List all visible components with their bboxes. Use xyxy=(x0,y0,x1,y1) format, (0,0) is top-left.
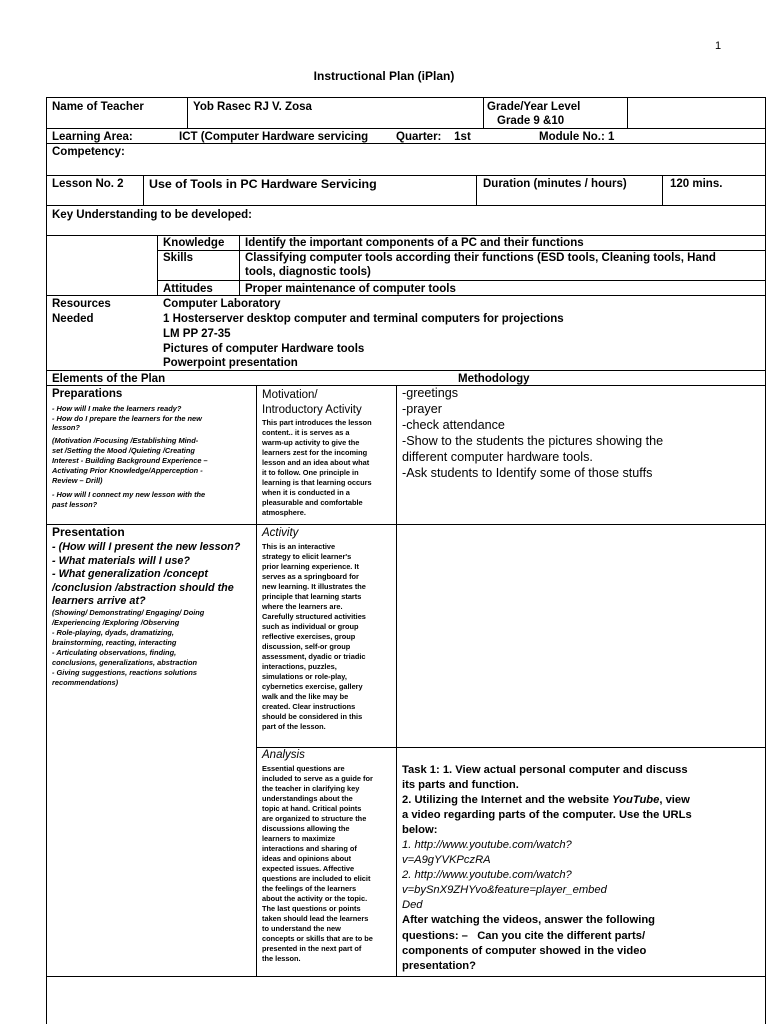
presentation-question: learners arrive at? xyxy=(52,595,146,607)
row-line xyxy=(46,976,766,977)
analysis-heading: Analysis xyxy=(262,749,305,761)
activity-line: simulations or role-play, xyxy=(262,672,347,681)
presentation-heading: Presentation xyxy=(52,525,125,539)
activity-line: principle that learning starts xyxy=(262,592,362,601)
presentation-question: - What materials will I use? xyxy=(52,555,190,567)
grade-value: Grade 9 &10 xyxy=(497,115,565,127)
activity-heading: Activity xyxy=(262,527,299,539)
activity-line: part of the lesson. xyxy=(262,722,326,731)
activity-line: discussion, self-or group xyxy=(262,642,351,651)
preparations-line: (Motivation /Focusing /Establishing Mind- xyxy=(52,436,199,445)
preparations-line: past lesson? xyxy=(52,500,98,509)
analysis-line: included to serve as a guide for xyxy=(262,774,373,783)
teacher-name-value: Yob Rasec RJ V. Zosa xyxy=(193,101,312,113)
task-question-line: After watching the videos, answer the following xyxy=(402,914,655,926)
analysis-line: are organized to structure the xyxy=(262,814,367,823)
table-border-top xyxy=(46,97,766,98)
resources-label-2: Needed xyxy=(52,313,94,325)
motivation-description-line: learning is that learning occurs xyxy=(262,478,372,487)
col-line xyxy=(476,175,477,205)
activity-line: strategy to elicit learner's xyxy=(262,552,352,561)
preparations-line: Review – Drill) xyxy=(52,476,103,485)
task-line: its parts and function. xyxy=(402,779,519,791)
preparations-heading: Preparations xyxy=(52,388,123,400)
preparations-line: Interest - Building Background Experience – xyxy=(52,456,208,465)
activity-line: cybernetics exercise, gallery xyxy=(262,682,363,691)
analysis-line: interactions and sharing of xyxy=(262,844,357,853)
attitudes-value: Proper maintenance of computer tools xyxy=(245,283,456,295)
activity-line: reflective exercises, group xyxy=(262,632,356,641)
motivation-heading: Motivation/ xyxy=(262,389,318,401)
presentation-note: conclusions, generalizations, abstraction xyxy=(52,658,197,667)
motivation-description-line: learners zest for the incoming xyxy=(262,448,368,457)
presentation-question: - What generalization /concept xyxy=(52,568,208,580)
presentation-question: /conclusion /abstraction should the xyxy=(52,582,234,594)
document-title: Instructional Plan (iPlan) xyxy=(313,69,455,83)
analysis-line: discussions allowing the xyxy=(262,824,350,833)
col-line xyxy=(239,235,240,295)
analysis-line: taken should lead the learners xyxy=(262,914,369,923)
knowledge-value: Identify the important components of a PC and their functions xyxy=(245,237,584,249)
presentation-question: - (How will I present the new lesson? xyxy=(52,541,241,553)
analysis-line: The last questions or points xyxy=(262,904,361,913)
activity-line: walk and the like may be xyxy=(262,692,349,701)
preparations-line: - How do I prepare the learners for the new xyxy=(52,414,202,423)
module-label: Module No.: 1 xyxy=(539,131,615,143)
activity-line: new learning. It illustrates the xyxy=(262,582,366,591)
row-line xyxy=(157,280,766,281)
col-line xyxy=(396,385,397,976)
col-line xyxy=(256,385,257,976)
row-line xyxy=(256,747,766,748)
motivation-description-line: content.. it is serves as a xyxy=(262,428,350,437)
analysis-line: ideas and opinions about xyxy=(262,854,352,863)
video-url-link[interactable]: Ded xyxy=(402,899,423,911)
competency-label: Competency: xyxy=(52,146,125,158)
row-line xyxy=(46,205,766,206)
presentation-note: brainstorming, reacting, interacting xyxy=(52,638,177,647)
task-line: 2. Utilizing the Internet and the website YouTube, view xyxy=(402,794,690,806)
teacher-name-label: Name of Teacher xyxy=(52,101,144,113)
skills-label: Skills xyxy=(163,252,194,264)
row-line xyxy=(46,128,766,129)
task-line: below: xyxy=(402,824,438,836)
preparations-line: set /Setting the Mood /Quieting /Creating xyxy=(52,446,195,455)
presentation-note: - Giving suggestions, reactions solutions xyxy=(52,668,197,677)
presentation-note: - Articulating observations, finding, xyxy=(52,648,177,657)
activity-line: should be considered in this xyxy=(262,712,363,721)
resources-label: Resources xyxy=(52,298,111,310)
video-url-link[interactable]: 2. http://www.youtube.com/watch? xyxy=(402,869,572,881)
analysis-line: topic at hand. Critical points xyxy=(262,804,362,813)
preparations-line: - How will I make the learners ready? xyxy=(52,404,182,413)
motivation-description-line: when it is conducted in a xyxy=(262,488,350,497)
presentation-note: (Showing/ Demonstrating/ Engaging/ Doing xyxy=(52,608,205,617)
video-url-link[interactable]: v=bySnX9ZHYvo&feature=player_embed xyxy=(402,884,607,896)
task-question-line: presentation? xyxy=(402,960,476,972)
lesson-title: Use of Tools in PC Hardware Servicing xyxy=(149,177,377,191)
motivation-heading-2: Introductory Activity xyxy=(262,404,362,416)
resource-item: LM PP 27-35 xyxy=(163,328,231,340)
activity-line: prior learning experience. It xyxy=(262,562,359,571)
analysis-line: Essential questions are xyxy=(262,764,345,773)
activity-line: interactions, puzzles, xyxy=(262,662,337,671)
resource-item: Powerpoint presentation xyxy=(163,357,298,369)
table-border-left xyxy=(46,97,47,1024)
col-line xyxy=(157,235,158,295)
video-url-link[interactable]: v=A9gYVKPczRA xyxy=(402,854,491,866)
video-url-link[interactable]: 1. http://www.youtube.com/watch? xyxy=(402,839,572,851)
learning-area-value: ICT (Computer Hardware servicing xyxy=(179,131,369,143)
activity-line: where the learners are. xyxy=(262,602,343,611)
activity-line: serves as a springboard for xyxy=(262,572,359,581)
motivation-description-line: lesson and an idea about what xyxy=(262,458,370,467)
motivation-step: -prayer xyxy=(402,402,442,416)
skills-value-line-2: tools, diagnostic tools) xyxy=(245,266,371,278)
analysis-line: concepts or skills that are to be xyxy=(262,934,373,943)
elements-label: Elements of the Plan xyxy=(52,373,166,385)
table-border-right xyxy=(765,97,766,1024)
skills-value-line-1: Classifying computer tools according their functions (ESD tools, Cleaning tools, Hand xyxy=(245,252,716,264)
attitudes-label: Attitudes xyxy=(163,283,213,295)
page-number: 1 xyxy=(715,40,722,52)
activity-line: created. Clear instructions xyxy=(262,702,356,711)
analysis-line: presented in the next part of xyxy=(262,944,362,953)
col-line xyxy=(627,97,628,128)
duration-value: 120 mins. xyxy=(670,178,723,190)
row-line xyxy=(46,175,766,176)
col-line xyxy=(143,175,144,205)
analysis-line: to understand the new xyxy=(262,924,341,933)
activity-line: This is an interactive xyxy=(262,542,336,551)
motivation-description-line: atmosphere. xyxy=(262,508,306,517)
task-line: a video regarding parts of the computer. Use the URLs xyxy=(402,809,692,821)
analysis-line: about the activity or the topic. xyxy=(262,894,368,903)
motivation-description-line: This part introduces the lesson xyxy=(262,418,372,427)
learning-area-label: Learning Area: xyxy=(52,131,133,143)
activity-line: assessment, dyadic or triadic xyxy=(262,652,366,661)
motivation-step: -check attendance xyxy=(402,418,505,432)
row-line xyxy=(46,524,766,525)
task-question-line: questions: – Can you cite the different parts/ xyxy=(402,930,646,942)
motivation-description-line: pleasurable and comfortable xyxy=(262,498,363,507)
lesson-label: Lesson No. 2 xyxy=(52,178,124,190)
motivation-step: -Show to the students the pictures showing the xyxy=(402,434,664,448)
youtube-name: YouTube xyxy=(612,794,660,806)
motivation-step: -Ask students to Identify some of those stuffs xyxy=(402,466,653,480)
grade-label: Grade/Year Level xyxy=(487,101,581,113)
methodology-label: Methodology xyxy=(458,373,530,385)
task-question-line: components of computer showed in the video xyxy=(402,945,647,957)
motivation-description-line: it to follow. One principle in xyxy=(262,468,359,477)
col-line xyxy=(483,97,484,128)
preparations-line: Activating Prior Knowledge/Apperception - xyxy=(52,466,203,475)
resource-item: Computer Laboratory xyxy=(163,298,281,310)
presentation-note: - Role-playing, dyads, dramatizing, xyxy=(52,628,174,637)
analysis-line: understandings about the xyxy=(262,794,353,803)
resource-item: 1 Hosterserver desktop computer and terminal computers for projections xyxy=(163,313,564,325)
analysis-line: the lesson. xyxy=(262,954,301,963)
analysis-line: the teacher in clarifying key xyxy=(262,784,360,793)
activity-line: Carefully structured activities xyxy=(262,612,366,621)
quarter-label: Quarter: 1st xyxy=(396,131,471,143)
analysis-line: learners to maximize xyxy=(262,834,336,843)
row-line xyxy=(46,370,766,371)
resource-item: Pictures of computer Hardware tools xyxy=(163,343,365,355)
task-line: Task 1: 1. View actual personal computer and discuss xyxy=(402,764,688,776)
activity-line: such as individual or group xyxy=(262,622,359,631)
presentation-note: recommendations) xyxy=(52,678,119,687)
col-line xyxy=(662,175,663,205)
analysis-line: expected issues. Affective xyxy=(262,864,355,873)
motivation-step: -greetings xyxy=(402,386,459,400)
analysis-line: the feelings of the learners xyxy=(262,884,357,893)
analysis-line: questions are included to elicit xyxy=(262,874,371,883)
preparations-line: lesson? xyxy=(52,423,80,432)
duration-label: Duration (minutes / hours) xyxy=(483,178,627,190)
presentation-note: /Experiencing /Exploring /Observing xyxy=(52,618,180,627)
motivation-step: different computer hardware tools. xyxy=(402,450,593,464)
motivation-description-line: warm-up activity to give the xyxy=(262,438,360,447)
preparations-line: - How will I connect my new lesson with the xyxy=(52,490,206,499)
col-line xyxy=(187,97,188,128)
key-understanding-label: Key Understanding to be developed: xyxy=(52,209,252,221)
knowledge-label: Knowledge xyxy=(163,237,225,249)
